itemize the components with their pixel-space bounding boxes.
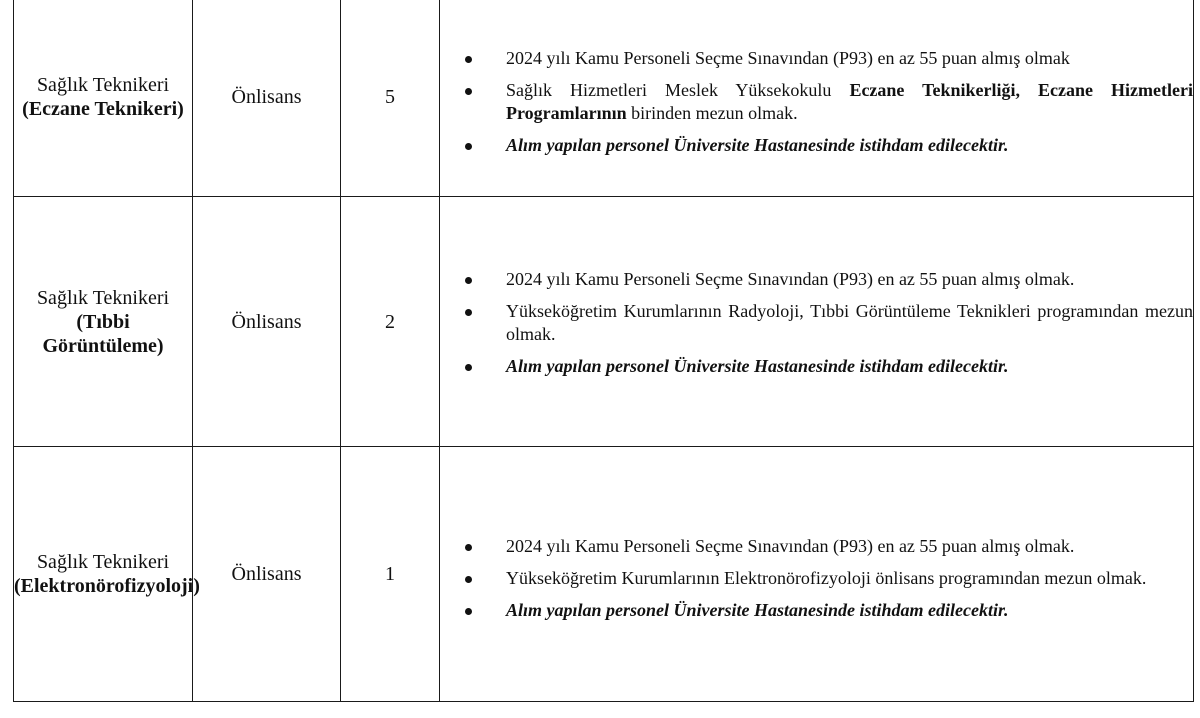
position-title: Sağlık Teknikeri — [36, 286, 170, 309]
requirement-exam: 2024 yılı Kamu Personeli Seçme Sınavından (P93) en az 55 puan almış olmak — [506, 47, 1070, 68]
position-count: 2 — [341, 197, 440, 447]
position-title-cell — [14, 447, 200, 702]
requirement-graduation: Yükseköğretim Kurumlarının Radyoloji, Tıbbi Görüntüleme Teknikleri programından mezun olmak. — [506, 301, 1193, 344]
requirement-exam: 2024 yılı Kamu Personeli Seçme Sınavından (P93) en az 55 puan almış olmak. — [506, 536, 1075, 556]
position-title: Sağlık Teknikeri — [36, 551, 170, 573]
position-count: 1 — [341, 447, 440, 702]
list-item — [440, 79, 1193, 125]
staff-requirements-table — [13, 0, 1194, 702]
bullet-icon — [465, 56, 472, 63]
bullet-icon — [465, 364, 472, 371]
employment-note: Alım yapılan personel Üniversite Hastanesinde istihdam edilecektir. — [506, 356, 1009, 376]
requirement-graduation-programs: Eczane Teknikerliği, Eczane Hizmetleri Programlarının — [506, 79, 1193, 123]
list-item — [440, 134, 1193, 157]
position-count: 5 — [341, 0, 440, 197]
position-specialty: (Eczane Teknikeri) — [22, 98, 184, 120]
list-item — [440, 47, 1193, 70]
employment-note: Alım yapılan personel Üniversite Hastanesinde istihdam edilecektir. — [506, 600, 1009, 620]
position-title: Sağlık Teknikeri — [36, 74, 170, 96]
position-title-cell — [14, 197, 193, 447]
requirements-cell — [440, 0, 1194, 197]
education-level: Önlisans — [193, 447, 341, 702]
list-item — [440, 300, 1193, 346]
position-specialty: (Elektronörofizyoloji) — [14, 575, 200, 597]
table-row — [14, 197, 1194, 447]
employment-note: Alım yapılan personel Üniversite Hastanesinde istihdam edilecektir. — [506, 134, 1009, 155]
bullet-icon — [465, 309, 472, 316]
position-title-cell — [14, 0, 193, 197]
requirement-exam: 2024 yılı Kamu Personeli Seçme Sınavından (P93) en az 55 puan almış olmak. — [506, 269, 1075, 289]
requirements-list — [440, 29, 1193, 157]
bullet-icon — [465, 608, 472, 615]
bullet-icon — [465, 576, 472, 583]
bullet-icon — [465, 277, 472, 284]
list-item — [440, 535, 1193, 558]
bullet-icon — [465, 88, 472, 95]
requirement-graduation-suffix: birinden mezun olmak. — [626, 102, 798, 123]
education-level: Önlisans — [193, 197, 341, 447]
list-item — [440, 355, 1193, 378]
requirements-list — [440, 517, 1193, 622]
education-level: Önlisans — [193, 0, 341, 197]
table-row — [14, 0, 1194, 197]
list-item — [440, 268, 1193, 291]
table-row — [14, 447, 1194, 702]
bullet-icon — [465, 544, 472, 551]
list-item — [440, 599, 1193, 622]
list-item — [440, 567, 1193, 590]
requirement-graduation: Yükseköğretim Kurumlarının Elektronörofizyoloji önlisans programından mezun olmak. — [506, 568, 1147, 588]
requirements-cell — [440, 197, 1194, 447]
requirements-list — [440, 256, 1193, 378]
requirements-cell — [440, 447, 1194, 702]
position-specialty: (Tıbbi Görüntüleme) — [42, 310, 164, 357]
requirement-graduation-prefix: Sağlık Hizmetleri Meslek Yüksekokulu — [506, 79, 850, 100]
bullet-icon — [465, 143, 472, 150]
